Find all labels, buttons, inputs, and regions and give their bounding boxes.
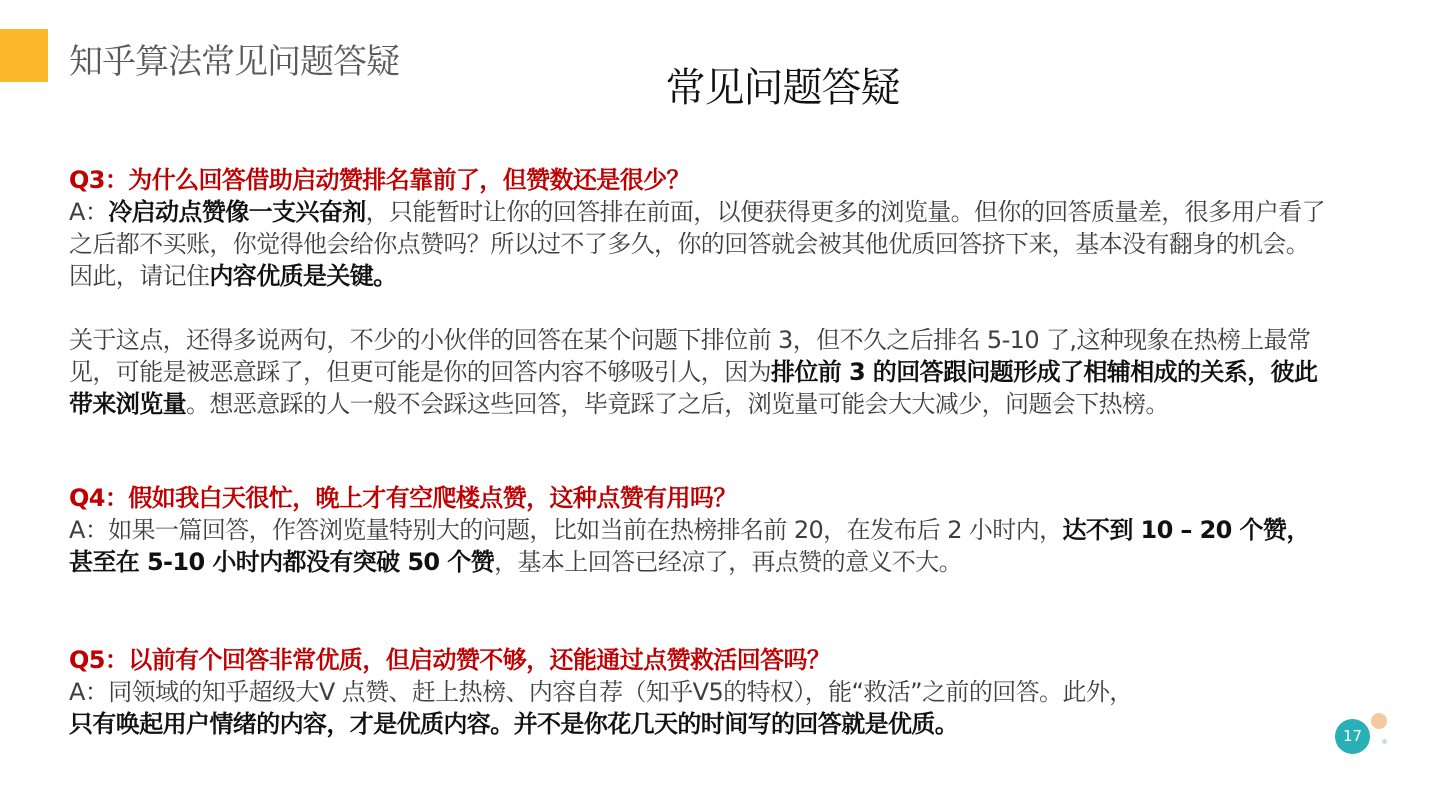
q5-question: Q5：以前有个回答非常优质，但启动赞不够，还能通过点赞救活回答吗？ (69, 646, 831, 674)
q3-para2-highlight: 排位前 3 的回答跟问题形成了相辅相成的关系，彼此带来浏览量 (69, 358, 1318, 418)
accent-bar (0, 29, 48, 82)
q3-para2-text-1: 关于这点，还得多说两句，不少的小伙伴的回答在某个问题下排位前 3，但不久之后排名 5-10 了,这种现象在热榜上最常见，可能是被恶意踩了，但更可能是你的回答内容不够吸引人，因为 (69, 326, 1311, 386)
q4-answer-text-2: ，基本上回答已经凉了，再点赞的意义不大。 (494, 548, 963, 576)
q4-answer (69, 514, 1329, 578)
decorative-circle (1371, 713, 1387, 729)
spacer (69, 292, 1329, 324)
page-title: 常见问题答疑 (665, 65, 900, 111)
q3-para2-text-2: 。想恶意踩的人一般不会踩这些回答，毕竟踩了之后，浏览量可能会大大减少，问题会下热榜。 (186, 390, 1169, 418)
decorative-dot (1382, 739, 1387, 744)
q4-question: Q4：假如我白天很忙，晚上才有空爬楼点赞，这种点赞有用吗？ (69, 484, 737, 512)
section-title: 知乎算法常见问题答疑 (69, 42, 399, 82)
q3-answer-prefix: A： (69, 198, 109, 226)
qa-content (69, 164, 1329, 740)
q5-answer (69, 676, 1329, 740)
q5-answer-highlight: 只有唤起用户情绪的内容，才是优质内容。并不是你花几天的时间写的回答就是优质。 (69, 710, 959, 738)
q4-answer-highlight: 达不到 10 – 20 个赞，甚至在 5-10 小时内都没有突破 50 个赞 (69, 516, 1310, 576)
page-number-badge: 17 (1335, 719, 1370, 754)
spacer (69, 420, 1329, 482)
q3-answer (69, 196, 1329, 292)
q3-answer-end: 。 (373, 262, 397, 290)
q3-paragraph-2 (69, 324, 1329, 420)
spacer (69, 578, 1329, 644)
q3-answer-text-1: ，只能暂时让你的回答排在前面，以便获得更多的浏览量。但你的回答质量差，很多用户看了之后都不买账，你觉得他会给你点赞吗？所以过不了多久，你的回答就会被其他优质回答挤下来，基本没有翻身的机会。因此，请记住 (69, 198, 1326, 290)
q5-answer-text: A：同领域的知乎超级大V 点赞、赶上热榜、内容自荐（知乎V5的特权），能“救活”之前的回答。此外， (69, 678, 1133, 706)
q3-answer-highlight-1: 冷启动点赞像一支兴奋剂 (108, 198, 366, 226)
q4-answer-text-1: A：如果一篇回答，作答浏览量特别大的问题，比如当前在热榜排名前 20，在发布后 2 小时内， (69, 516, 1063, 544)
q3-answer-highlight-2: 内容优质是关键 (209, 262, 374, 290)
q3-question: Q3：为什么回答借助启动赞排名靠前了，但赞数还是很少？ (69, 166, 690, 194)
